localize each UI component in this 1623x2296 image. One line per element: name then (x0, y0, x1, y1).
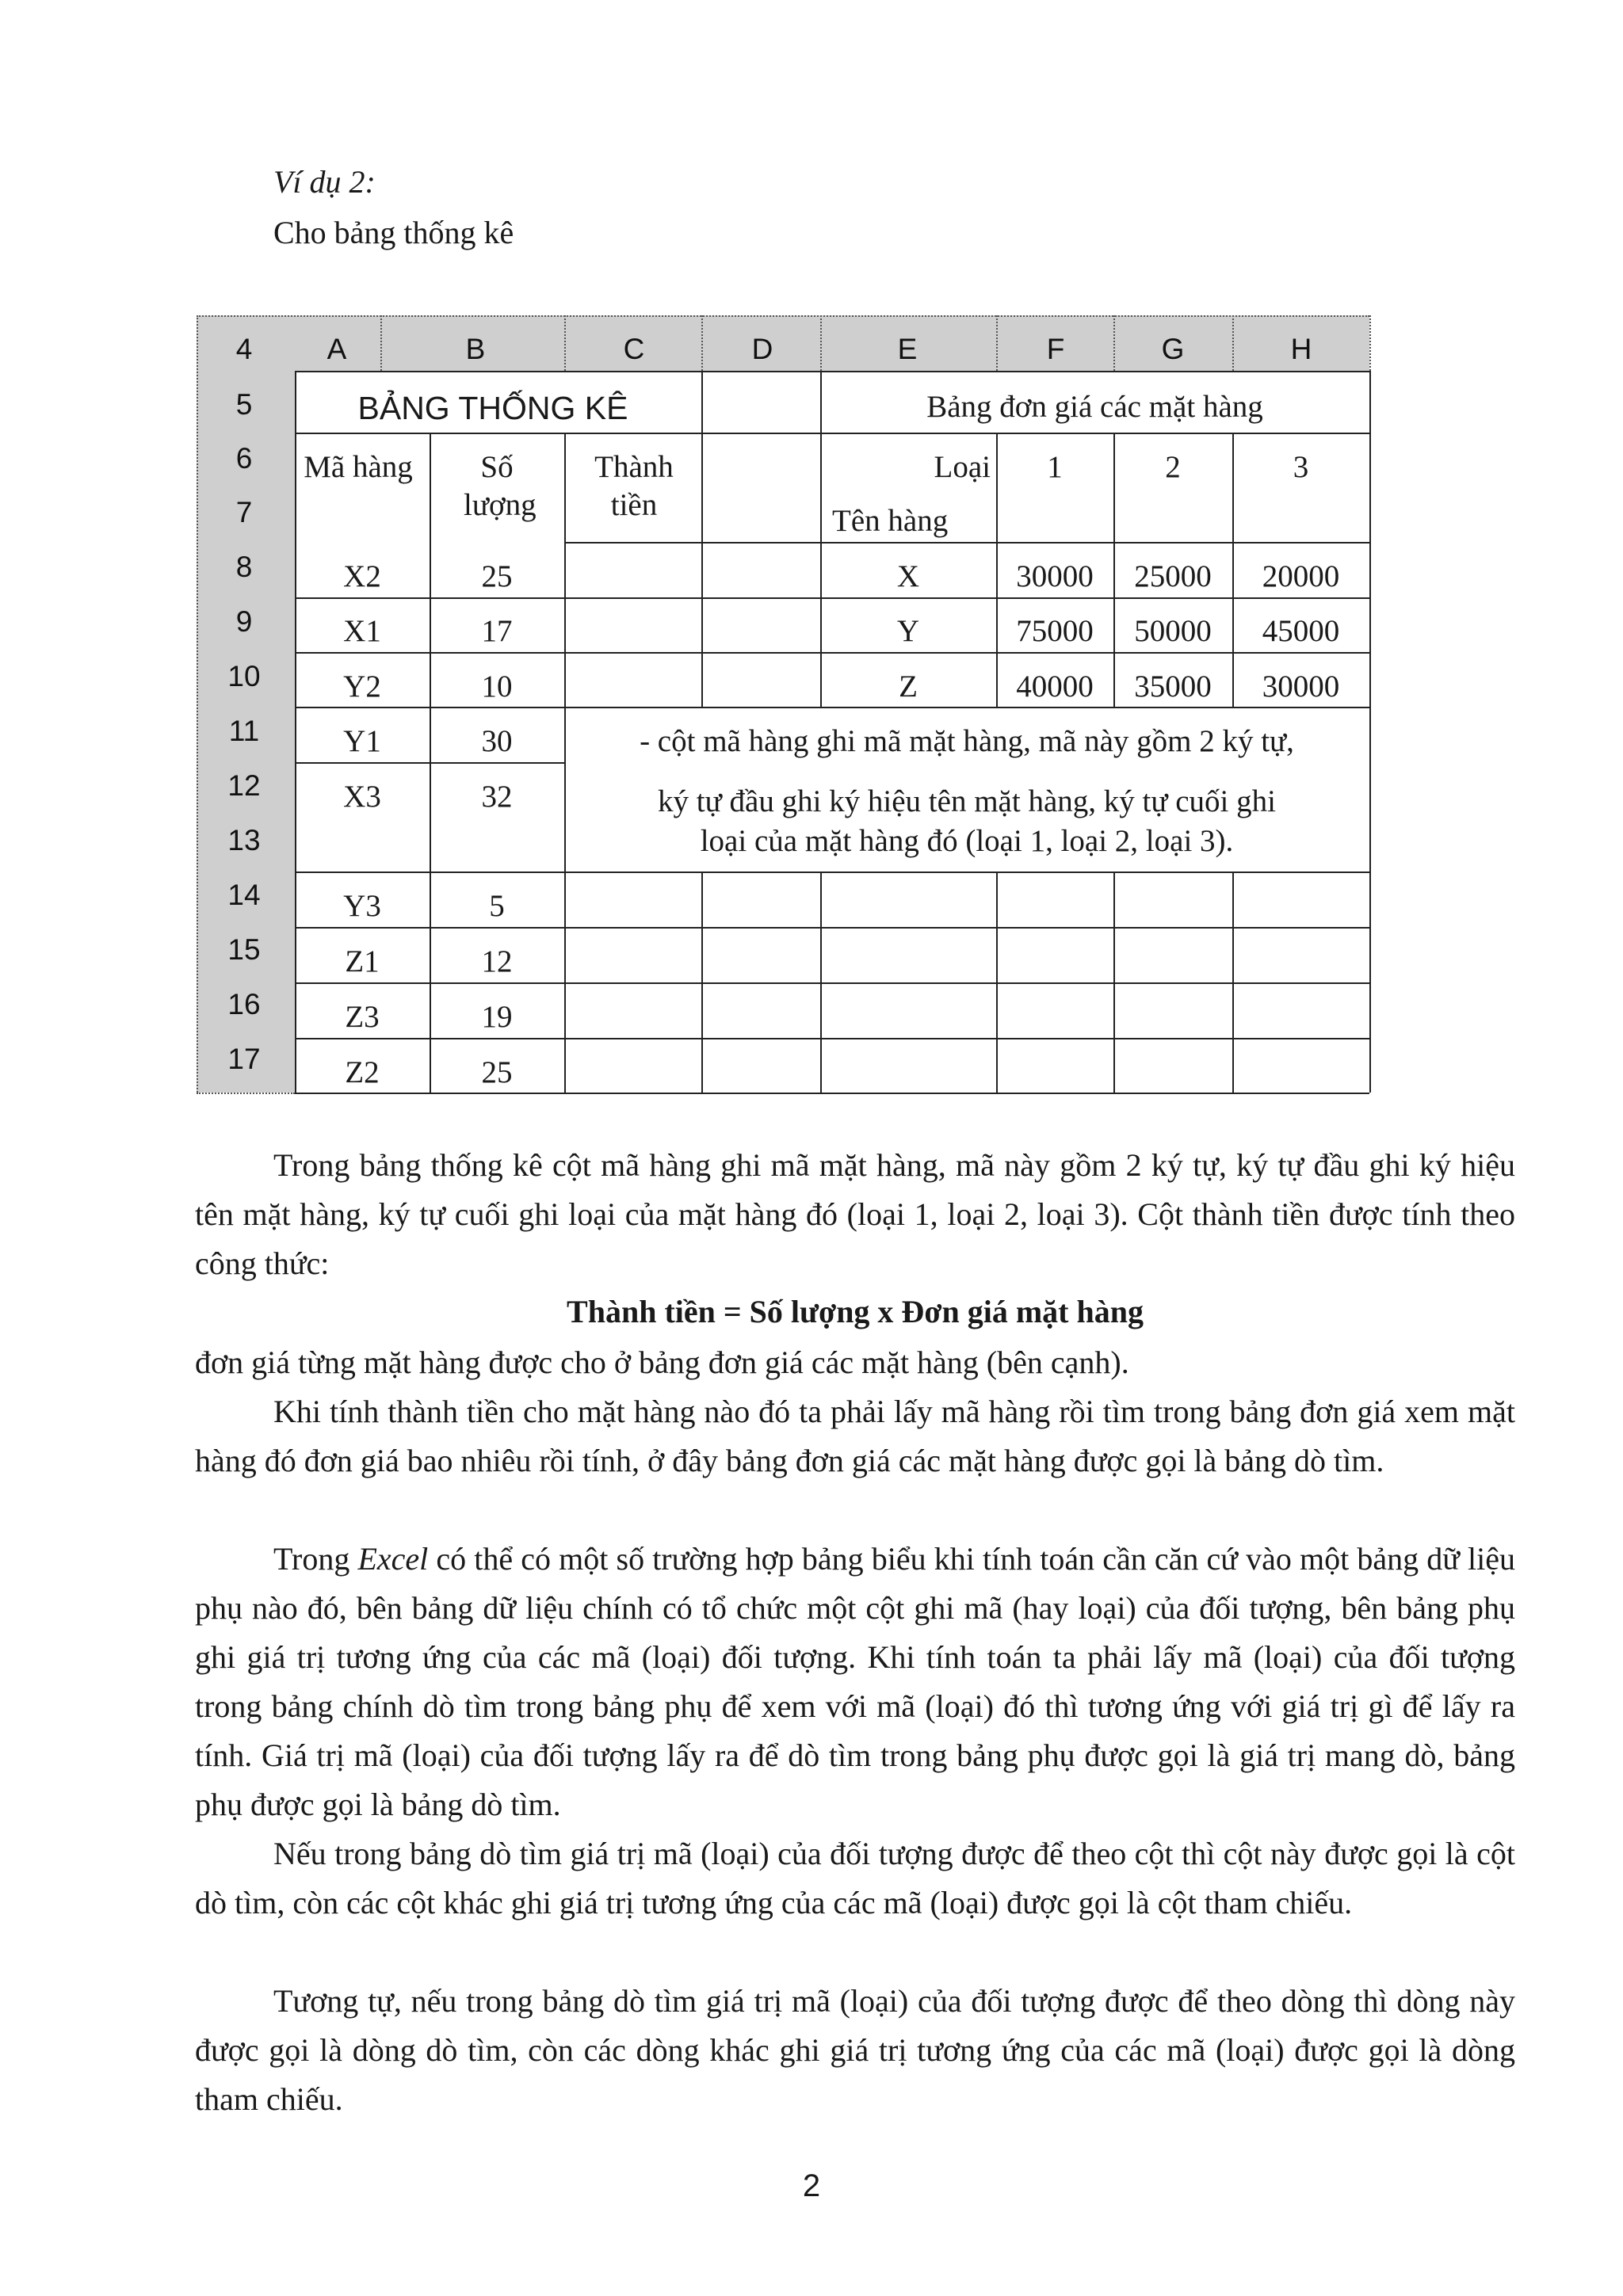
item-quantity: 10 (481, 669, 513, 704)
row-number: 9 (235, 605, 253, 638)
column-header: E (897, 333, 918, 365)
note-line: loại của mặt hàng đó (loại 1, loại 2, loại 3). (700, 824, 1234, 858)
item-quantity: 12 (481, 944, 513, 978)
paragraph (195, 1977, 1515, 2124)
price-value: 35000 (1134, 669, 1212, 704)
item-quantity: 19 (481, 1000, 513, 1034)
item-code: X3 (343, 780, 381, 814)
row-number: 4 (235, 333, 253, 365)
item-code: Y3 (343, 889, 381, 923)
intro-text: Cho bảng thống kê (273, 215, 514, 250)
item-quantity: 30 (481, 724, 513, 758)
paragraph (195, 1338, 1515, 1387)
type-label: Loại (934, 450, 991, 484)
price-value: 50000 (1134, 614, 1212, 648)
paragraph-text: Trong bảng thống kê cột mã hàng ghi mã mặt hàng, mã này gồm 2 ký tự, ký tự đầu ghi ký hiệu tên mặt hàng, ký tự cuối ghi loại của mặt hàng đó (loại 1, loại 2, loại 3). Cột thành tiền được tính theo công thức: (195, 1147, 1515, 1281)
name-label: Tên hàng (832, 504, 949, 538)
column-header: F (1046, 333, 1065, 365)
type-2: 2 (1165, 450, 1181, 484)
note-line: - cột mã hàng ghi mã mặt hàng, mã này gồm 2 ký tự, (640, 724, 1294, 758)
row-number: 8 (235, 551, 253, 583)
row-header-bar (197, 315, 295, 1093)
row-number: 7 (235, 496, 253, 528)
paragraph-text: Trong (273, 1541, 358, 1577)
formula: Thành tiền = Số lượng x Đơn giá mặt hàng (567, 1294, 1144, 1329)
type-3: 3 (1293, 450, 1309, 484)
item-code: Z2 (345, 1055, 380, 1089)
paragraph (195, 1535, 1515, 1829)
paragraph (195, 1141, 1515, 1288)
paragraph-text: Tương tự, nếu trong bảng dò tìm giá trị mã (loại) của đối tượng được để theo dòng thì dòng này được gọi là dòng dò tìm, còn các dòng khác ghi giá trị tương ứng của các mã (loại) được gọi là dòng tham chiếu. (195, 1983, 1515, 2117)
paragraph-text: đơn giá từng mặt hàng được cho ở bảng đơn giá các mặt hàng (bên cạnh). (195, 1344, 1129, 1380)
price-table-title: Bảng đơn giá các mặt hàng (926, 390, 1263, 424)
price-value: 75000 (1016, 614, 1094, 648)
type-1: 1 (1047, 450, 1063, 484)
paragraph (195, 1387, 1515, 1486)
main-table-title: BẢNG THỐNG KÊ (357, 390, 628, 426)
row-number: 12 (227, 769, 261, 802)
item-code: Y2 (343, 669, 381, 704)
item-code: X2 (343, 559, 381, 593)
row-number: 16 (227, 988, 261, 1020)
column-header: G (1161, 333, 1185, 365)
header-amount: Thành tiền (594, 450, 674, 522)
row-number: 13 (227, 824, 261, 856)
item-code: Z3 (345, 1000, 380, 1034)
paragraph-text: Khi tính thành tiền cho mặt hàng nào đó ta phải lấy mã hàng rồi tìm trong bảng đơn giá xem mặt hàng đó đơn giá bao nhiêu rồi tính, ở đây bảng đơn giá các mặt hàng được gọi là bảng dò tìm. (195, 1394, 1515, 1478)
price-value: 40000 (1016, 669, 1094, 704)
header-quantity: Số lượng (464, 450, 537, 522)
price-value: 45000 (1262, 614, 1340, 648)
row-number: 5 (235, 388, 253, 421)
row-number: 15 (227, 933, 261, 966)
price-item-name: X (896, 559, 920, 593)
price-value: 25000 (1134, 559, 1212, 593)
row-number: 14 (227, 879, 261, 911)
page-number: 2 (802, 2168, 821, 2203)
row-number: 17 (227, 1043, 261, 1075)
item-quantity: 5 (489, 889, 505, 923)
price-value: 30000 (1016, 559, 1094, 593)
column-header: B (465, 333, 486, 365)
column-header: A (327, 333, 347, 365)
item-quantity: 17 (481, 614, 513, 648)
spreadsheet-figure (0, 0, 1623, 1093)
paragraph (195, 1829, 1515, 1928)
row-number: 11 (228, 715, 260, 747)
item-code: X1 (343, 614, 381, 648)
item-quantity: 25 (481, 559, 513, 593)
price-value: 20000 (1262, 559, 1340, 593)
note-line: ký tự đầu ghi ký hiệu tên mặt hàng, ký tự cuối ghi (658, 784, 1276, 818)
column-header: H (1290, 333, 1312, 365)
price-item-name: Y (896, 614, 920, 648)
paragraph-text: có thể có một số trường hợp bảng biểu khi tính toán cần căn cứ vào một bảng dữ liệu phụ nào đó, bên bảng dữ liệu chính có tổ chức một cột ghi mã (hay loại) của đối tượng, bên bảng phụ ghi giá trị tương ứng của các mã (loại) đối tượng. Khi tính toán ta phải lấy mã (loại) của đối tượng trong bảng chính dò tìm trong bảng phụ để xem với mã (loại) đó thì tương ứng với giá trị gì để lấy ra tính. Giá trị mã (loại) của đối tượng lấy ra để dò tìm trong bảng phụ được gọi là giá trị mang dò, bảng phụ được gọi là bảng dò tìm. (195, 1541, 1515, 1822)
price-value: 30000 (1262, 669, 1340, 704)
item-code: Y1 (343, 724, 381, 758)
item-code: Z1 (345, 944, 380, 978)
item-quantity: 32 (481, 780, 513, 814)
column-header: D (751, 333, 773, 365)
item-quantity: 25 (481, 1055, 513, 1089)
paragraph-text: Nếu trong bảng dò tìm giá trị mã (loại) của đối tượng được để theo cột thì cột này được gọi là cột dò tìm, còn các cột khác ghi giá trị tương ứng của các mã (loại) được gọi là cột tham chiếu. (195, 1836, 1515, 1920)
header-code: Mã hàng (304, 450, 413, 484)
row-number: 6 (235, 442, 253, 475)
excel-term: Excel (357, 1541, 429, 1577)
example-label: Ví dụ 2: (273, 164, 376, 200)
column-header: C (623, 333, 645, 365)
price-item-name: Z (899, 669, 918, 704)
row-number: 10 (227, 660, 261, 692)
